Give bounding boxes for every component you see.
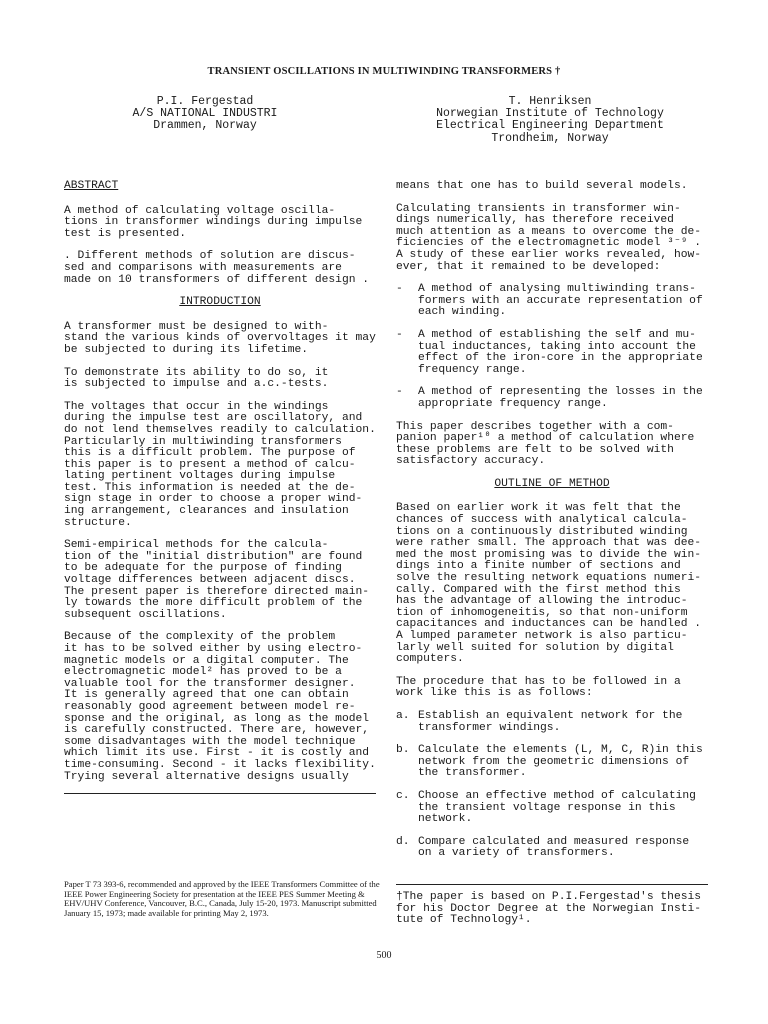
step-text: Calculate the elements (L, M, C, R)in this network from the geometric dimensions of the transformer.: [418, 744, 703, 780]
step-item: [396, 711, 708, 734]
author-affiliation: A/S NATIONAL INDUSTRI: [132, 107, 278, 121]
step-marker: a.: [396, 709, 410, 722]
list-dash: -: [396, 328, 403, 341]
list-dash: -: [396, 386, 403, 399]
step-item: [396, 791, 708, 826]
author-location: Trondheim, Norway: [491, 131, 609, 145]
step-item: [396, 745, 708, 780]
column-end-rule: [64, 793, 376, 794]
list-item-text: A method of representing the losses in the appropriate frequency range.: [418, 386, 703, 410]
body-paragraph: The procedure that has to be followed in a work like this is as follows:: [396, 675, 681, 700]
author-location: Drammen, Norway: [153, 119, 257, 133]
introduction-heading: INTRODUCTION: [179, 296, 261, 309]
list-item: [396, 284, 708, 319]
intro-paragraph: Because of the complexity of the problem it has to be solved either by using electro- magnetic models or a digital computer. The electromagnetic model² has proved to be a valuable tool for the transformer designer. It is generally agreed that one can obtain reasonably good agreement between model re- sponse and the original, as long as the model is carefully constructed. There are, however, some disadvantages with the model technique which limit its use. First - it is costly and time-consuming. Second - it lacks flexibility. Trying several alternative designs usually: [64, 631, 376, 783]
list-item: [396, 330, 708, 376]
abstract-paragraph: A method of calculating voltage oscilla- tions in transformer windings during impulse test is presented.: [64, 204, 363, 240]
paper-title: TRANSIENT OSCILLATIONS IN MULTIWINDING TRANSFORMERS †: [207, 66, 561, 77]
right-column: [396, 181, 708, 871]
author-department: Electrical Engineering Department: [436, 119, 664, 133]
list-item-text: A method of analysing multiwinding trans- formers with an accurate representation of each winding.: [418, 283, 703, 319]
body-paragraph: This paper describes together with a com- panion paper¹⁰ a method of calculation where these problems are felt to be solved with satisfactory accuracy.: [396, 420, 695, 468]
abstract-paragraph: . Different methods of solution are discus- sed and comparisons with measurements are made on 10 transformers of different design .: [64, 250, 370, 286]
intro-paragraph: The voltages that occur in the windings during the impulse test are oscillatory, and do not lend themselves readily to calculation. Particularly in multiwinding transformers this is a difficult problem. The purpose of this paper is to present a method of calcu- lating pertinent voltages during impulse test. This information is needed at the de- sign stage in order to choose a proper wind- ing arrangement, clearances and insulation structure.: [64, 400, 376, 529]
intro-paragraph: Semi-empirical methods for the calcula- tion of the "initial distribution" are found to be adequate for the purpose of finding voltage differences between adjacent discs. The present paper is therefore directed main- ly towards the more difficult problem of the subsequent oscillations.: [64, 539, 370, 621]
author-name: P.I. Fergestad: [156, 95, 254, 108]
step-text: Establish an equivalent network for the transformer windings.: [418, 709, 683, 734]
abstract-heading: ABSTRACT: [64, 180, 119, 192]
intro-paragraph: To demonstrate its ability to do so, it is subjected to impulse and a.c.-tests.: [64, 366, 329, 391]
footnote-rule: [396, 884, 708, 885]
step-text: Compare calculated and measured response on a variety of transformers.: [418, 835, 690, 860]
author-block-left: [100, 96, 310, 133]
thesis-footnote: †The paper is based on P.I.Fergestad's thesis for his Doctor Degree at the Norwegian Insti- tute of Technology¹.: [396, 891, 702, 927]
step-text: Choose an effective method of calculating the transient voltage response in this network.: [418, 789, 696, 826]
list-dash: -: [396, 283, 403, 296]
body-paragraph: Calculating transients in transformer win- dings numerically, has therefore received much attention as a means to overcome the de- ficiencies of the electromagnetic model ³⁻⁹ . A study of these earlier works revealed, how- ever, that it remained to be developed:: [396, 202, 702, 273]
continuation-text: means that one has to build several models.: [396, 180, 688, 192]
author-block-right: [410, 96, 690, 145]
author-name: T. Henriksen: [508, 95, 592, 108]
list-item: [396, 387, 708, 410]
step-marker: d.: [396, 835, 410, 848]
step-marker: c.: [396, 789, 410, 802]
author-affiliation: Norwegian Institute of Technology: [436, 107, 664, 121]
left-column: [64, 181, 376, 794]
list-item-text: A method of establishing the self and mu- tual inductances, taking into account the effect of the iron-core in the appropriate frequency range.: [418, 328, 703, 376]
body-paragraph: Based on earlier work it was felt that the chances of success with analytical calcula- tions on a continuously distributed winding were rather small. The approach that was dee- med the most promising was to divide the win- dings into a finite number of sections and solve the resulting network equations numeri- cally. Compared with the first method this has the advantage of allowing the introduc- tion of inhomogeneitis, so that non-uniform capacitances and inductances can be handled . A lumped parameter network is also particu- larly well suited for solution by digital computers.: [396, 502, 702, 666]
outline-heading: OUTLINE OF METHOD: [494, 477, 610, 490]
step-item: [396, 837, 708, 860]
step-marker: b.: [396, 744, 410, 757]
intro-paragraph: A transformer must be designed to with- stand the various kinds of overvoltages it may be subjected to during its lifetime.: [64, 320, 376, 356]
submission-footnote: Paper T 73 393-6, recommended and approved by the IEEE Transformers Committee of the IEEE Power Engineering Society for presentation at the IEEE PES Summer Meeting & EHV/UHV Conference, Vancouver, B.C., Canada, July 15-20, 1973. Manuscript submitted January 15, 1973; made available for printing May 2, 1973.: [64, 879, 380, 918]
page-number: 500: [376, 950, 392, 961]
